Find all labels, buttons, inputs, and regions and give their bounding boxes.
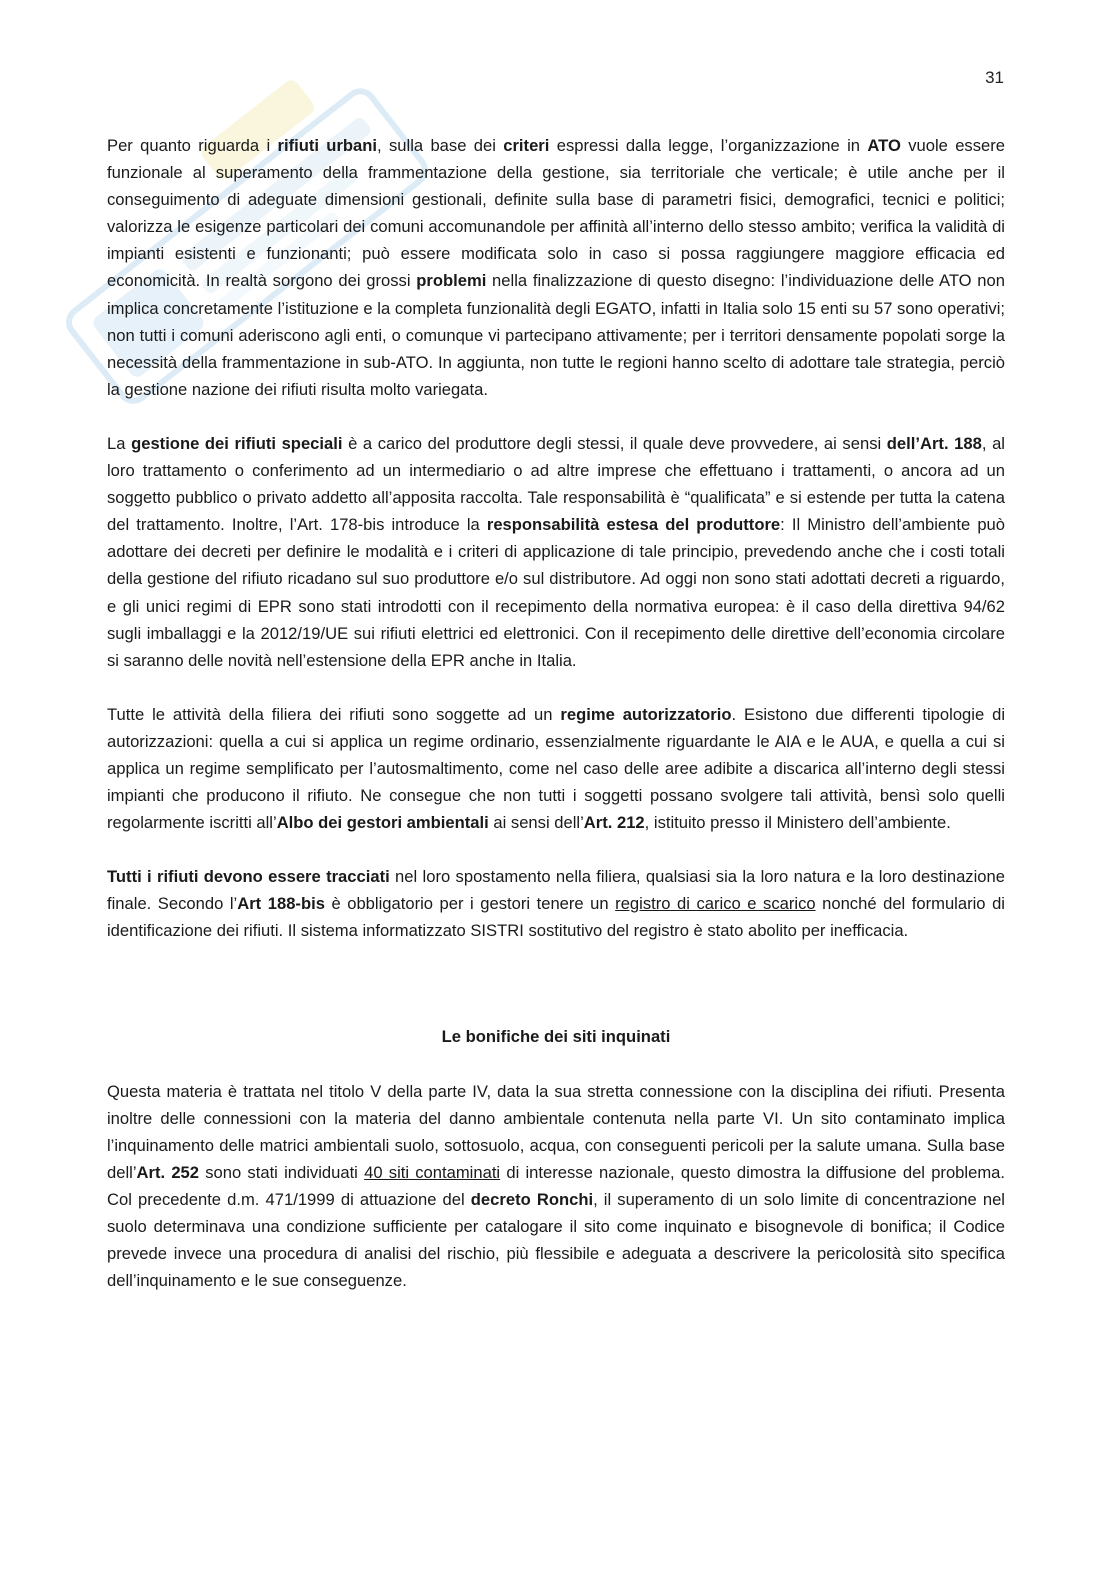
paragraph-regime-autorizzatorio: Tutte le attività della filiera dei rifiuti sono soggette ad un regime autorizzatorio. Esistono due differenti tipologie di autorizzazioni: quella a cui si applica un regime ordinario, essenzialmente riguardante le AIA e le AUA, e quella a cui si applica un regime semplificato per l’autosmaltimento, come nel caso delle aree adibite a discarica all’interno degli stessi impianti che producono il rifiuto. Ne consegue che non tutti i soggetti possano svolgere tali attività, bensì solo quelli regolarmente iscritti all’Albo dei gestori ambientali ai sensi dell’Art. 212, istituito presso il Ministero dell’ambiente. bbox=[107, 704, 1005, 833]
paragraph-rifiuti-urbani: Per quanto riguarda i rifiuti urbani, sulla base dei criteri espressi dalla legge, l’organizzazione in ATO vuole essere funzionale al superamento della frammentazione della gestione, sia territoriale che verticale; è utile anche per il conseguimento di adeguate dimensioni gestionali, definite sulla base di parametri fisici, demografici, tecnici e politici; valorizza le esigenze particolari dei comuni accomunandole per affinità all’interno dello stesso ambito; verifica la validità di impianti esistenti e funzionanti; può essere modificata solo in caso si possa raggiungere maggiore efficacia ed economicità. In realtà sorgono dei grossi problemi nella finalizzazione di questo disegno: l’individuazione delle ATO non implica concretamente l’istituzione e la completa funzionalità degli EGATO, infatti in Italia solo 15 enti su 57 sono operativi; non tutti i comuni aderiscono agli enti, o comunque vi partecipano attivamente; per i territori densamente popolati sorge la necessità della frammentazione in sub-ATO. In aggiunta, non tutte le regioni hanno scelto di adottare tale strategia, perciò la gestione nazione dei rifiuti risulta molto variegata. bbox=[107, 136, 1006, 399]
page-body bbox=[107, 132, 1005, 1294]
paragraph-bonifiche: Questa materia è trattata nel titolo V della parte IV, data la sua stretta connessione con la disciplina dei rifiuti. Presenta inoltre delle connessioni con la materia del danno ambientale contenuta nella parte VI. Un sito contaminato implica l’inquinamento delle matrici ambientali suolo, sottosuolo, acqua, con conseguenti pericoli per la salute umana. Sulla base dell’Art. 252 sono stati individuati 40 siti contaminati di interesse nazionale, questo dimostra la diffusione del problema. Col precedente d.m. 471/1999 di attuazione del decreto Ronchi, il superamento di un solo limite di concentrazione nel suolo determinava una condizione sufficiente per catalogare il sito come inquinato e bisognevole di bonifica; il Codice prevede invece una procedura di analisi del rischio, più flessibile e adeguata a descrivere la pericolosità sito specifica dell’inquinamento e le sue conseguenze. bbox=[107, 1081, 1005, 1291]
paragraph-tracciabilita: Tutti i rifiuti devono essere tracciati nel loro spostamento nella filiera, qualsiasi sia la loro natura e la loro destinazione finale. Secondo l’Art 188-bis è obbligatorio per i gestori tenere un registro di carico e scarico nonché del formulario di identificazione dei rifiuti. Il sistema informatizzato SISTRI sostitutivo del registro è stato abolito per inefficacia. bbox=[107, 867, 1005, 941]
paragraph-rifiuti-speciali: La gestione dei rifiuti speciali è a carico del produttore degli stessi, il quale deve provvedere, ai sensi dell’Art. 188, al loro trattamento o conferimento ad un intermediario o ad altre imprese che effettuano i trattamenti, o ancora ad un soggetto pubblico o privato addetto all’apposita raccolta. Tale responsabilità è “qualificata” e si estende per tutta la catena del trattamento. Inoltre, l’Art. 178-bis introduce la responsabilità estesa del produttore: Il Ministro dell’ambiente può adottare dei decreti per definire le modalità e i criteri di applicazione di tale principio, prevedendo anche che i costi totali della gestione del rifiuto ricadano sul suo produttore e/o sul distributore. Ad oggi non sono stati adottati decreti a riguardo, e gli unici regimi di EPR sono stati introdotti con il recepimento della normativa europea: è il caso della direttiva 94/62 sugli imballaggi e la 2012/19/UE sui rifiuti elettrici ed elettronici. Con il recepimento delle direttive dell’economia circolare si saranno delle novità nell’estensione della EPR anche in Italia. bbox=[107, 433, 1006, 670]
page-number: 31 bbox=[985, 68, 1004, 87]
section-title: Le bonifiche dei siti inquinati bbox=[441, 1026, 671, 1046]
